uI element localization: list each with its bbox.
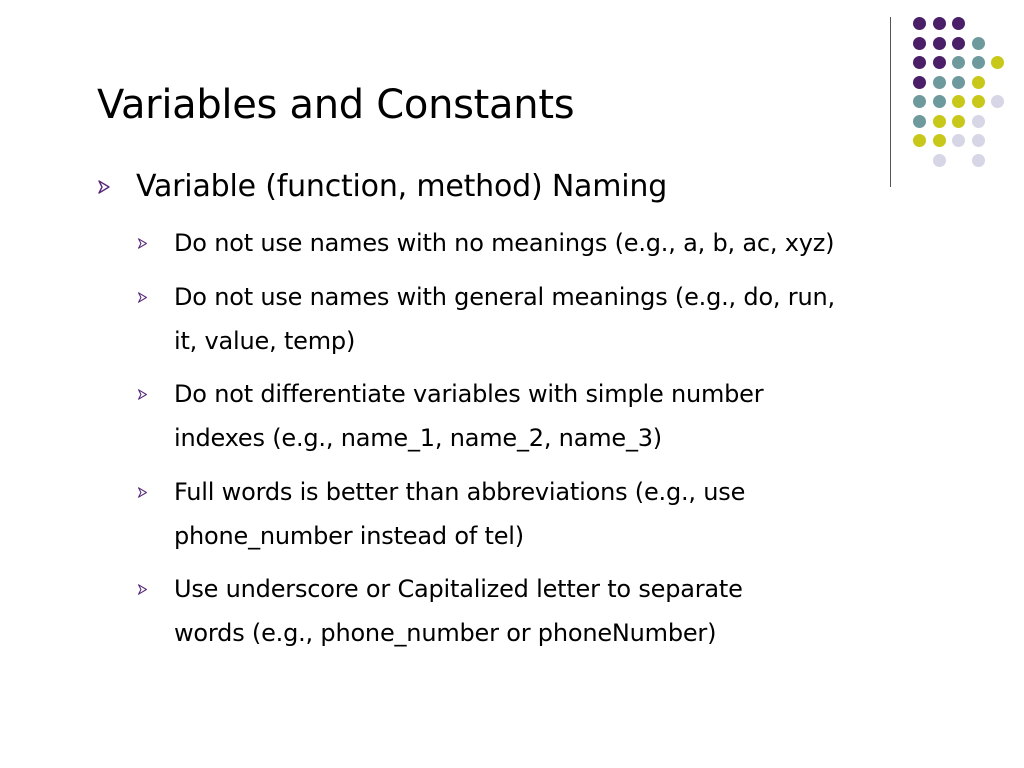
decorative-dot: [933, 37, 946, 50]
decorative-dot: [913, 56, 926, 69]
decorative-dot: [991, 56, 1004, 69]
slide-title: Variables and Constants: [97, 82, 575, 128]
decorative-dot: [952, 95, 965, 108]
decorative-dot: [913, 76, 926, 89]
bullet-text-line: indexes (e.g., name_1, name_2, name_3): [174, 424, 662, 452]
bullet-text-line: Do not use names with general meanings (e.g., do, run,: [174, 283, 835, 311]
decorative-divider-line: [890, 17, 891, 187]
arrow-bullet-icon: [137, 292, 148, 303]
decorative-dot: [952, 115, 965, 128]
decorative-dot: [972, 95, 985, 108]
bullet-text-line: Do not use names with no meanings (e.g., a, b, ac, xyz): [174, 229, 835, 257]
decorative-dot: [933, 95, 946, 108]
decorative-dot: [952, 37, 965, 50]
decorative-dot: [972, 56, 985, 69]
arrow-bullet-icon: [137, 487, 148, 498]
decorative-dot: [913, 37, 926, 50]
arrow-bullet-icon: [137, 238, 148, 249]
decorative-dot: [933, 154, 946, 167]
bullet-text-line: Use underscore or Capitalized letter to separate: [174, 575, 743, 603]
decorative-dot: [952, 134, 965, 147]
decorative-dot: [952, 76, 965, 89]
arrow-bullet-icon: [137, 389, 148, 400]
decorative-dot: [933, 56, 946, 69]
decorative-dot: [933, 76, 946, 89]
bullet-text-line: phone_number instead of tel): [174, 522, 524, 550]
decorative-dot: [991, 95, 1004, 108]
decorative-dot: [952, 56, 965, 69]
arrow-bullet-icon: [97, 180, 111, 194]
decorative-dot: [972, 76, 985, 89]
arrow-bullet-icon: [137, 584, 148, 595]
decorative-dot: [933, 115, 946, 128]
bullet-text-line: it, value, temp): [174, 327, 356, 355]
decorative-dot: [933, 134, 946, 147]
decorative-dot: [952, 17, 965, 30]
decorative-dot: [972, 134, 985, 147]
decorative-dot: [913, 134, 926, 147]
decorative-dot: [913, 17, 926, 30]
decorative-dot: [972, 115, 985, 128]
bullet-text-line: Do not differentiate variables with simple number: [174, 380, 764, 408]
bullet-text-line: Full words is better than abbreviations (e.g., use: [174, 478, 746, 506]
decorative-dot: [933, 17, 946, 30]
decorative-dot: [913, 95, 926, 108]
bullet-text-line: words (e.g., phone_number or phoneNumber): [174, 619, 717, 647]
decorative-dot: [913, 115, 926, 128]
decorative-dot: [972, 37, 985, 50]
decorative-dot: [972, 154, 985, 167]
bullet-text-line: Variable (function, method) Naming: [136, 169, 668, 204]
